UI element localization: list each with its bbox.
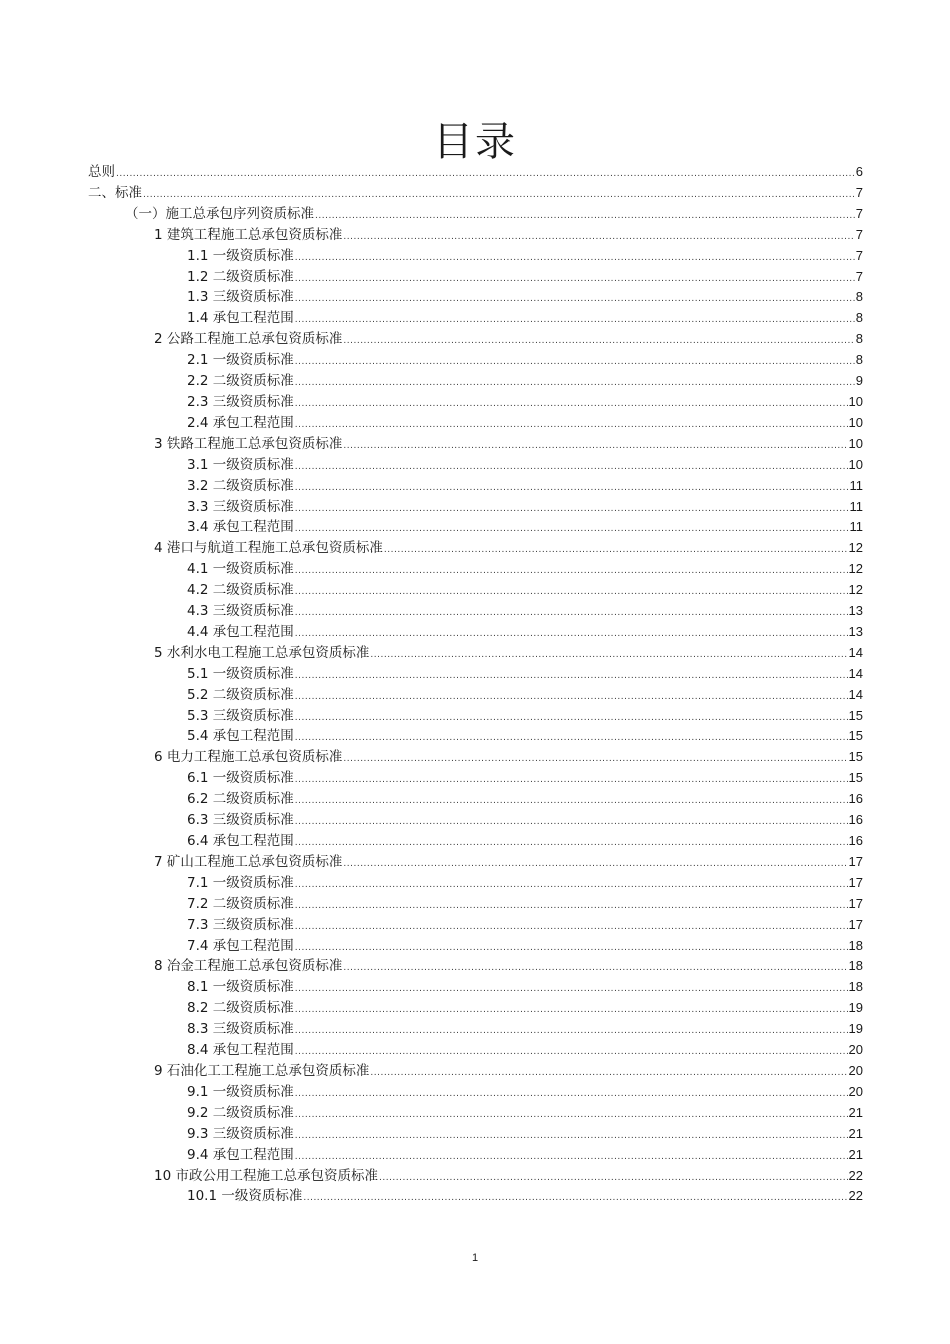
toc-entry-page-number: 7 [855, 247, 863, 263]
dot-leader [295, 352, 855, 373]
dot-leader [295, 289, 855, 310]
dot-leader [295, 499, 849, 520]
toc-entry-label: 2 公路工程施工总承包资质标准 [154, 331, 343, 348]
toc-entry[interactable] [88, 434, 863, 455]
toc-entry-label: 9.1 一级资质标准 [187, 1083, 294, 1100]
toc-entry-label: 1.4 承包工程范围 [187, 310, 294, 327]
toc-entry-page-number: 10 [848, 456, 863, 472]
toc-entry-label: 6.1 一级资质标准 [187, 770, 294, 787]
toc-entry[interactable] [88, 329, 863, 350]
toc-entry-label: 3.1 一级资质标准 [187, 456, 294, 473]
dot-leader [295, 457, 848, 478]
toc-entry-label: 2.2 二级资质标准 [187, 373, 294, 390]
toc-entry-page-number: 18 [848, 979, 863, 995]
toc-entry[interactable] [88, 768, 863, 789]
toc-entry[interactable] [88, 977, 863, 998]
toc-entry-page-number: 15 [848, 707, 863, 723]
toc-entry[interactable] [88, 1019, 863, 1040]
toc-entry-page-number: 22 [848, 1188, 863, 1204]
toc-entry[interactable] [88, 936, 863, 957]
page-title: 目录 [433, 119, 517, 165]
toc-entry-label: 5.1 一级资质标准 [187, 665, 294, 682]
toc-entry-label: 5.2 二级资质标准 [187, 686, 294, 703]
toc-entry-label: 8.1 一级资质标准 [187, 979, 294, 996]
toc-entry-label: 9.2 二级资质标准 [187, 1104, 294, 1121]
toc-entry[interactable] [88, 1124, 863, 1145]
toc-entry-label: 8 冶金工程施工总承包资质标准 [154, 958, 343, 975]
toc-entry[interactable] [88, 392, 863, 413]
toc-entry-label: 4 港口与航道工程施工总承包资质标准 [154, 540, 383, 557]
dot-leader [295, 708, 848, 729]
toc-entry-page-number: 17 [848, 895, 863, 911]
toc-entry[interactable] [88, 497, 863, 518]
toc-entry-label: 9 石油化工工程施工总承包资质标准 [154, 1062, 370, 1079]
toc-entry[interactable] [88, 601, 863, 622]
toc-entry[interactable] [88, 1186, 863, 1207]
dot-leader [295, 415, 848, 436]
toc-entry[interactable] [88, 559, 863, 580]
dot-leader [143, 185, 855, 206]
toc-entry-page-number: 16 [848, 812, 863, 828]
dot-leader [343, 436, 847, 457]
toc-entry-page-number: 11 [849, 519, 863, 535]
dot-leader [295, 770, 848, 791]
toc-entry-label: 8.3 三级资质标准 [187, 1021, 294, 1038]
toc-entry-page-number: 7 [855, 184, 863, 200]
toc-entry-page-number: 12 [848, 561, 863, 577]
toc-entry[interactable] [88, 643, 863, 664]
toc-entry-label: 3 铁路工程施工总承包资质标准 [154, 435, 343, 452]
toc-entry[interactable] [88, 706, 863, 727]
dot-leader [295, 687, 848, 708]
toc-entry[interactable] [88, 183, 863, 204]
toc-entry[interactable] [88, 538, 863, 559]
toc-entry-page-number: 14 [848, 644, 863, 660]
toc-entry-page-number: 17 [848, 916, 863, 932]
dot-leader [295, 666, 848, 687]
toc-entry-label: 1.3 三级资质标准 [187, 289, 294, 306]
toc-entry-page-number: 14 [848, 686, 863, 702]
toc-entry[interactable] [88, 350, 863, 371]
toc-entry-page-number: 15 [848, 749, 863, 765]
dot-leader [343, 958, 847, 979]
page-number-footer: 1 [471, 1252, 479, 1264]
dot-leader [295, 1021, 848, 1042]
toc-entry[interactable] [88, 726, 863, 747]
dot-leader [384, 540, 848, 561]
toc-entry-page-number: 12 [848, 540, 863, 556]
toc-entry-label: 7.3 三级资质标准 [187, 916, 294, 933]
toc-entry[interactable] [88, 162, 863, 183]
dot-leader [295, 791, 848, 812]
toc-entry-label: 4.1 一级资质标准 [187, 561, 294, 578]
toc-entry[interactable] [88, 789, 863, 810]
toc-entry[interactable] [88, 225, 863, 246]
toc-entry-label: 3.4 承包工程范围 [187, 519, 294, 536]
toc-entry-page-number: 21 [848, 1146, 863, 1162]
toc-entry-label: 1.2 二级资质标准 [187, 268, 294, 285]
toc-entry-page-number: 8 [855, 331, 863, 347]
dot-leader [295, 1000, 848, 1021]
toc-entry-label: 7.4 承包工程范围 [187, 937, 294, 954]
toc-entry[interactable] [88, 413, 863, 434]
toc-entry-page-number: 21 [848, 1125, 863, 1141]
toc-entry-label: 2.3 三级资质标准 [187, 393, 294, 410]
toc-entry-label: 二、标准 [88, 184, 142, 201]
dot-leader [295, 248, 855, 269]
dot-leader [295, 875, 848, 896]
dot-leader [370, 1063, 847, 1084]
toc-entry[interactable] [88, 517, 863, 538]
dot-leader [343, 749, 847, 770]
toc-entry-label: 5.3 三级资质标准 [187, 707, 294, 724]
toc-entry[interactable] [88, 267, 863, 288]
toc-entry-page-number: 18 [848, 937, 863, 953]
toc-entry[interactable] [88, 476, 863, 497]
toc-entry[interactable] [88, 1145, 863, 1166]
toc-entry-label: 2.1 一级资质标准 [187, 352, 294, 369]
toc-entry-page-number: 10 [848, 435, 863, 451]
dot-leader [343, 227, 854, 248]
toc-entry-label: 7.2 二级资质标准 [187, 895, 294, 912]
toc-entry-label: （一）施工总承包序列资质标准 [125, 205, 314, 222]
toc-entry-label: 总则 [88, 164, 115, 180]
toc-entry-label: 1.1 一级资质标准 [187, 247, 294, 264]
toc-entry-page-number: 17 [848, 853, 863, 869]
dot-leader [295, 979, 848, 1000]
dot-leader [295, 1084, 848, 1105]
toc-entry-label: 6.2 二级资质标准 [187, 791, 294, 808]
toc-entry-page-number: 19 [848, 1000, 863, 1016]
dot-leader [379, 1168, 848, 1189]
toc-entry[interactable] [88, 831, 863, 852]
toc-entry-page-number: 13 [848, 623, 863, 639]
toc-entry[interactable] [88, 852, 863, 873]
toc-entry-label: 6.4 承包工程范围 [187, 833, 294, 849]
dot-leader [295, 1126, 848, 1147]
toc-entry-page-number: 16 [848, 833, 863, 848]
toc-entry-page-number: 19 [848, 1021, 863, 1037]
toc-entry[interactable] [88, 873, 863, 894]
toc-entry-page-number: 17 [848, 874, 863, 890]
toc-entry-page-number: 11 [849, 477, 863, 493]
toc-entry[interactable] [88, 1166, 863, 1187]
toc-entry-page-number: 12 [848, 582, 863, 598]
toc-entry-label: 7 矿山工程施工总承包资质标准 [154, 853, 343, 870]
dot-leader [370, 645, 847, 666]
toc-entry-page-number: 7 [855, 205, 863, 221]
toc-entry-label: 8.2 二级资质标准 [187, 1000, 294, 1017]
toc-entry-page-number: 18 [848, 958, 863, 974]
toc-entry-page-number: 8 [855, 289, 863, 305]
toc-entry-page-number: 7 [855, 268, 863, 284]
toc-entry-page-number: 16 [848, 791, 863, 807]
toc-entry-page-number: 8 [855, 352, 863, 368]
dot-leader [295, 310, 855, 331]
dot-leader [295, 478, 849, 499]
toc-entry[interactable] [88, 287, 863, 308]
dot-leader [116, 164, 855, 185]
dot-leader [295, 1042, 848, 1063]
toc-entry[interactable] [88, 810, 863, 831]
dot-leader [295, 582, 848, 603]
toc-entry[interactable] [88, 1103, 863, 1124]
toc-entry[interactable] [88, 685, 863, 706]
toc-entry-page-number: 21 [848, 1104, 863, 1120]
dot-leader [295, 373, 855, 394]
toc-entry-page-number: 14 [848, 665, 863, 681]
toc-entry-page-number: 20 [848, 1083, 863, 1099]
dot-leader [295, 269, 855, 290]
dot-leader [295, 394, 848, 415]
toc-entry-page-number: 7 [855, 226, 863, 242]
toc-entry-page-number: 13 [848, 603, 863, 619]
toc-entry-page-number: 15 [848, 770, 863, 786]
toc-entry-label: 6 电力工程施工总承包资质标准 [154, 749, 343, 766]
toc-entry-page-number: 11 [849, 498, 863, 514]
dot-leader [295, 603, 848, 624]
dot-leader [303, 1188, 847, 1209]
toc-entry[interactable] [88, 664, 863, 685]
toc-entry-page-number: 22 [848, 1167, 863, 1183]
dot-leader [343, 854, 847, 875]
toc-entry-page-number: 8 [855, 310, 863, 326]
dot-leader [315, 206, 855, 227]
toc-entry-label: 10.1 一级资质标准 [187, 1188, 303, 1205]
toc-entry-label: 1 建筑工程施工总承包资质标准 [154, 226, 343, 243]
toc-entry-page-number: 10 [848, 393, 863, 409]
toc-entry-label: 8.4 承包工程范围 [187, 1042, 294, 1059]
toc-entry-page-number: 10 [848, 414, 863, 430]
toc-entry-label: 4.3 三级资质标准 [187, 603, 294, 620]
dot-leader [295, 938, 848, 959]
toc-entry[interactable] [88, 204, 863, 225]
dot-leader [295, 561, 848, 582]
toc-entry[interactable] [88, 622, 863, 643]
toc-entry[interactable] [88, 915, 863, 936]
toc-entry-label: 5 水利水电工程施工总承包资质标准 [154, 644, 370, 661]
toc-entry-label: 4.2 二级资质标准 [187, 582, 294, 599]
toc-entry[interactable] [88, 894, 863, 915]
toc-entry[interactable] [88, 1082, 863, 1103]
toc-entry[interactable] [88, 455, 863, 476]
dot-leader [295, 896, 848, 917]
toc-entry-label: 3.2 二级资质标准 [187, 477, 294, 494]
toc-entry-label: 9.3 三级资质标准 [187, 1125, 294, 1142]
dot-leader [295, 624, 848, 645]
toc-entry-label: 3.3 三级资质标准 [187, 498, 294, 515]
table-of-contents [88, 162, 863, 1207]
toc-entry-label: 10 市政公用工程施工总承包资质标准 [154, 1167, 378, 1184]
dot-leader [295, 917, 848, 938]
dot-leader [295, 812, 848, 833]
dot-leader [295, 833, 848, 854]
toc-entry[interactable] [88, 246, 863, 267]
toc-entry-label: 6.3 三级资质标准 [187, 812, 294, 829]
toc-entry[interactable] [88, 747, 863, 768]
toc-entry-label: 2.4 承包工程范围 [187, 414, 294, 431]
toc-entry[interactable] [88, 580, 863, 601]
dot-leader [295, 1147, 848, 1168]
dot-leader [295, 728, 848, 749]
toc-entry-label: 7.1 一级资质标准 [187, 874, 294, 891]
toc-entry-page-number: 6 [855, 164, 863, 179]
toc-entry-page-number: 20 [848, 1062, 863, 1078]
toc-entry-page-number: 9 [855, 373, 863, 389]
toc-entry[interactable] [88, 956, 863, 977]
toc-entry[interactable] [88, 998, 863, 1019]
toc-entry[interactable] [88, 371, 863, 392]
toc-entry-page-number: 20 [848, 1042, 863, 1058]
toc-entry-label: 9.4 承包工程范围 [187, 1146, 294, 1163]
dot-leader [295, 519, 849, 540]
toc-entry[interactable] [88, 1061, 863, 1082]
dot-leader [343, 331, 854, 352]
toc-entry-label: 4.4 承包工程范围 [187, 623, 294, 640]
toc-entry-label: 5.4 承包工程范围 [187, 728, 294, 745]
toc-entry[interactable] [88, 1040, 863, 1061]
toc-entry[interactable] [88, 308, 863, 329]
toc-entry-page-number: 15 [848, 728, 863, 744]
dot-leader [295, 1105, 848, 1126]
